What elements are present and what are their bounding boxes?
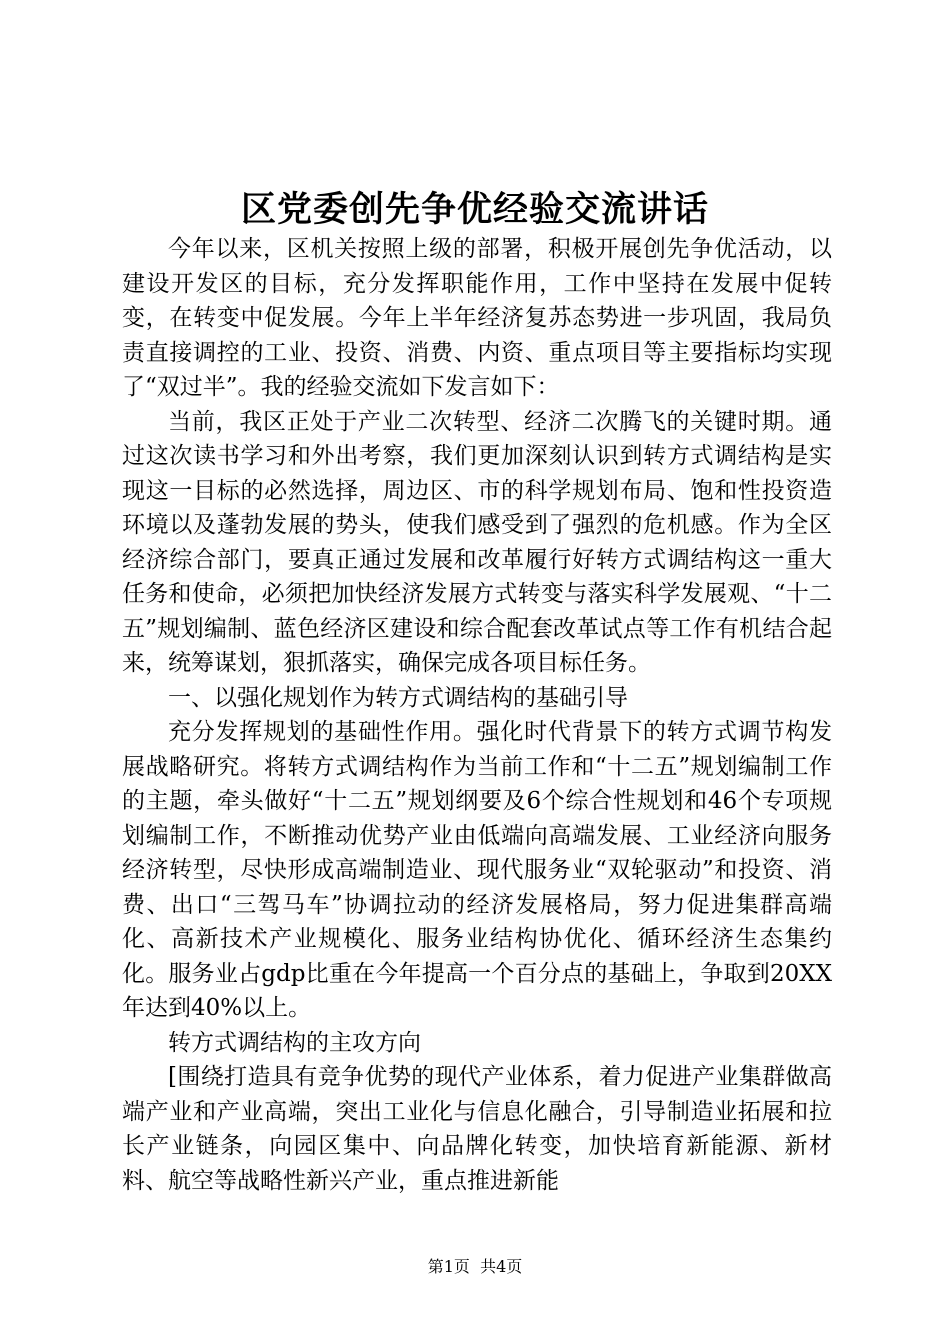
paragraph-industry: [围绕打造具有竞争优势的现代产业体系，着力促进产业集群做高端产业和产业高端，突出工业化与信息化融合，引导制造业拓展和拉长产业链条，向园区集中、向品牌化转变，加快培育新能源、新材料、航空等战略性新兴产业，重点推进新能 [122, 1064, 832, 1194]
paragraph-planning: 充分发挥规划的基础性作用。强化时代背景下的转方式调节构发展战略研究。将转方式调结构作为当前工作和“十二五”规划编制工作的主题，牵头做好“十二五”规划纲要及6个综合性规划和46个专项规划编制工作，不断推动优势产业由低端向高端发展、工业经济向服务经济转型，尽快形成高端制造业、现代服务业“双轮驱动”和投资、消费、出口“三驾马车”协调拉动的经济发展格局，努力促进集群高端化、高新技术产业规模化、服务业结构协优化、循环经济生态集约化。服务业占gdp比重在今年提高一个百分点的基础上，争取到20XX年达到40%以上。 [122, 719, 832, 1021]
page-footer [0, 1255, 950, 1279]
section-heading-2: 转方式调结构的主攻方向 [168, 1029, 421, 1056]
page-total: 共4页 [480, 1257, 523, 1276]
document-body [122, 232, 832, 1198]
paragraph-current-situation: 当前，我区正处于产业二次转型、经济二次腾飞的关键时期。通过这次读书学习和外出考察，我们更加深刻认识到转方式调结构是实现这一目标的必然选择，周边区、市的科学规划布局、饱和性投资造环境以及蓬勃发展的势头，使我们感受到了强烈的危机感。作为全区经济综合部门，要真正通过发展和改革履行好转方式调结构这一重大任务和使命，必须把加快经济发展方式转变与落实科学发展观、“十二五”规划编制、蓝色经济区建设和综合配套改革试点等工作有机结合起来，统筹谋划，狠抓落实，确保完成各项目标任务。 [122, 408, 832, 676]
paragraph-intro: 今年以来，区机关按照上级的部署，积极开展创先争优活动，以建设开发区的目标，充分发挥职能作用，工作中坚持在发展中促转变，在转变中促发展。今年上半年经济复苏态势进一步巩固，我局负责直接调控的工业、投资、消费、内资、重点项目等主要指标均实现了“双过半”。我的经验交流如下发言如下： [122, 236, 832, 400]
document-title: 区党委创先争优经验交流讲话 [240, 189, 709, 230]
page-number: 第1页 [427, 1257, 470, 1276]
footer-spacer [470, 1257, 480, 1276]
section-heading-1: 一、以强化规划作为转方式调结构的基础引导 [168, 684, 628, 711]
